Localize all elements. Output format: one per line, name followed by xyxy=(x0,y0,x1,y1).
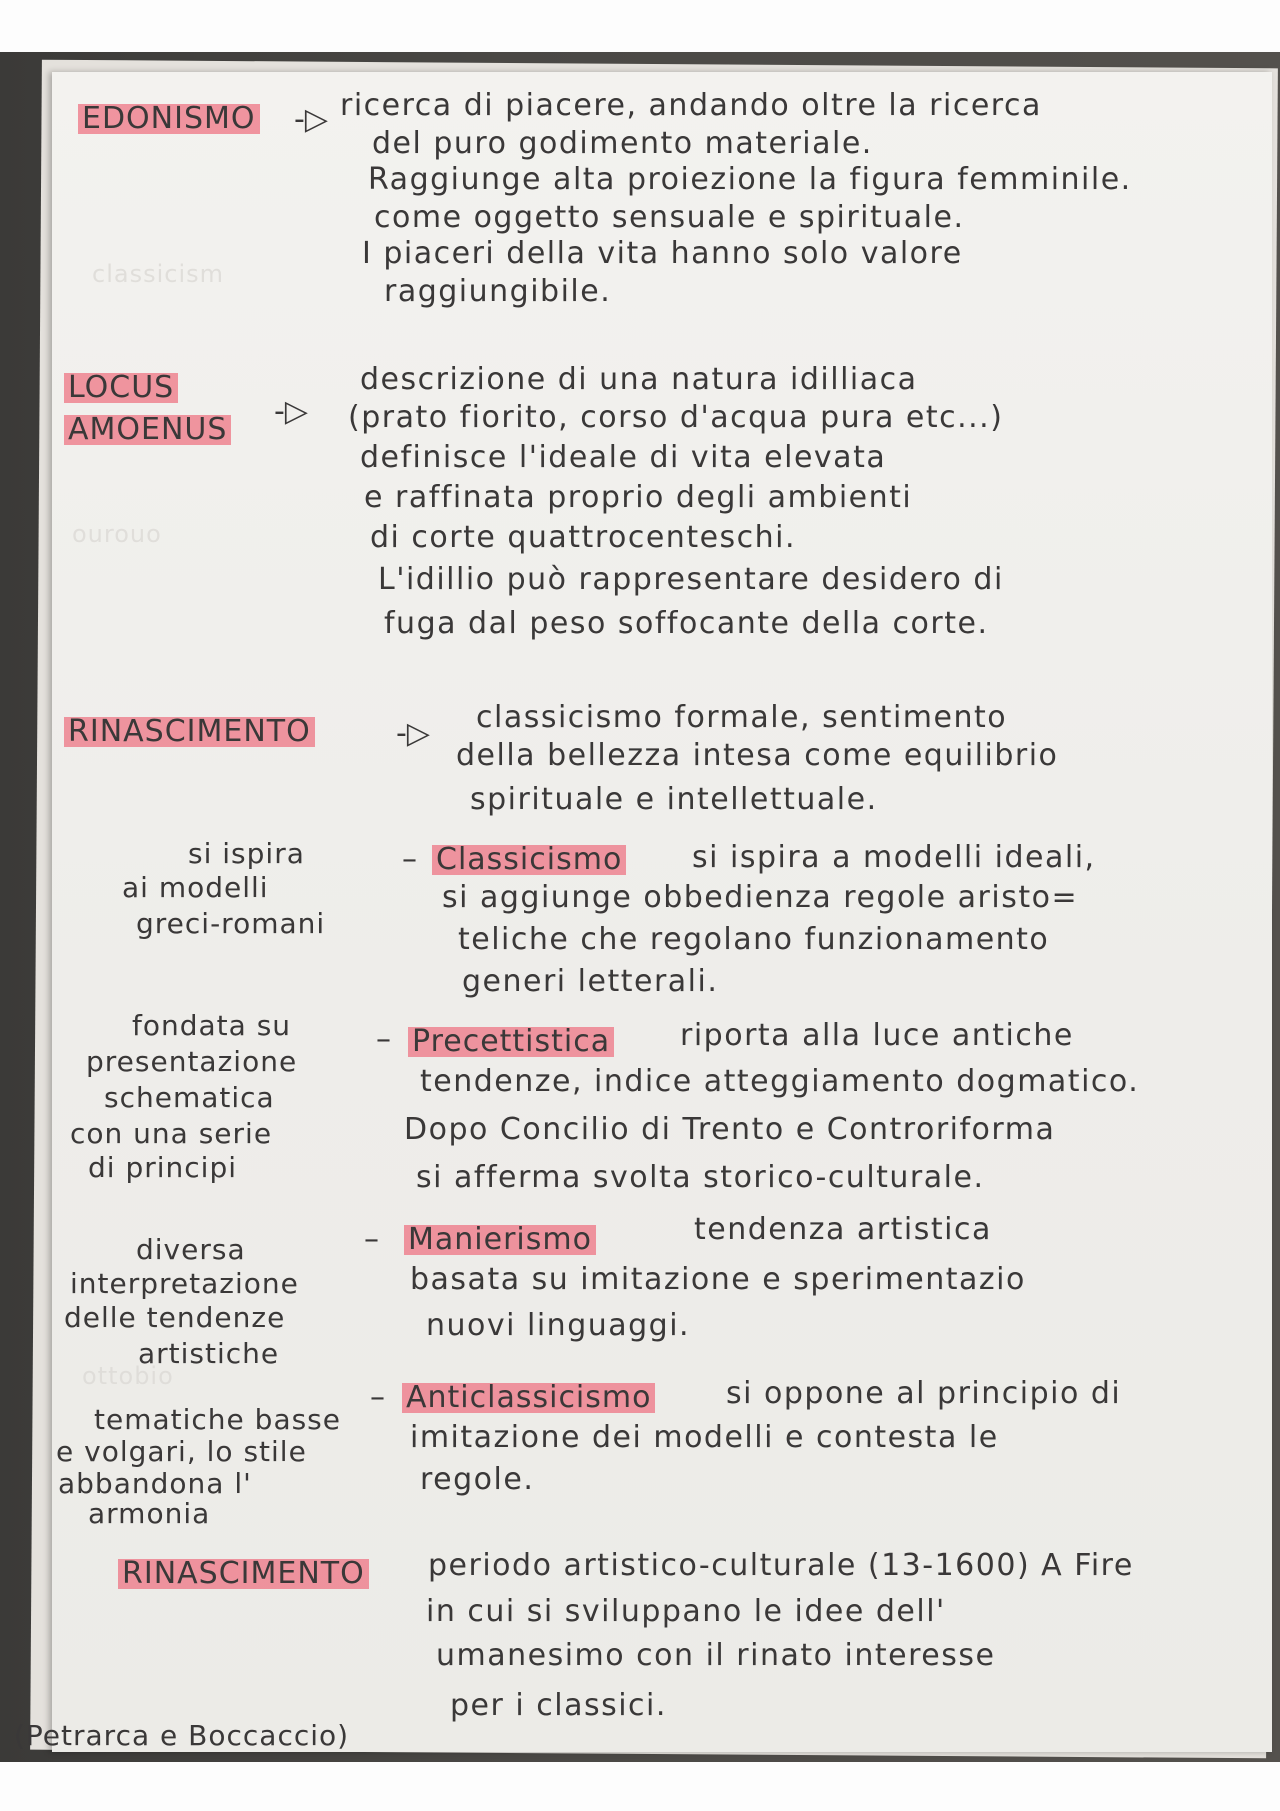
side-note-line: ai modelli xyxy=(122,871,269,904)
arrow-icon: -▷ xyxy=(274,394,308,429)
term-anticlassicismo: Anticlassicismo xyxy=(402,1380,655,1416)
definition-line: del puro godimento materiale. xyxy=(372,126,873,161)
bleed-through-text: ottobio xyxy=(82,1362,174,1390)
definition-line: umanesimo con il rinato interesse xyxy=(436,1638,996,1673)
definition-line: definisce l'ideale di vita elevata xyxy=(360,440,887,475)
definition-line: si aggiunge obbedienza regole aristo= xyxy=(442,880,1079,915)
side-note-line: fondata su xyxy=(132,1009,292,1042)
side-note-line: delle tendenze xyxy=(64,1301,286,1334)
definition-line: (prato fiorito, corso d'acqua pura etc...) xyxy=(348,400,1004,435)
definition-line: spirituale e intellettuale. xyxy=(470,782,878,817)
side-note-line: schematica xyxy=(104,1081,275,1114)
side-note-line: con una serie xyxy=(70,1117,273,1150)
definition-line: nuovi linguaggi. xyxy=(426,1308,691,1343)
definition-line: basata su imitazione e sperimentazio xyxy=(410,1262,1026,1297)
definition-line: tendenze, indice atteggiamento dogmatico. xyxy=(420,1064,1140,1099)
dash-bullet: – xyxy=(370,1380,385,1415)
side-note-line: tematiche basse xyxy=(94,1403,341,1436)
dash-bullet: – xyxy=(402,842,417,877)
definition-line: raggiungibile. xyxy=(384,274,612,309)
side-note-line: e volgari, lo stile xyxy=(56,1435,307,1468)
term-rinascimento: RINASCIMENTO xyxy=(64,714,315,750)
definition-line: e raffinata proprio degli ambienti xyxy=(364,480,913,515)
definition-line: periodo artistico-culturale (13-1600) A Fire xyxy=(428,1548,1134,1583)
side-note-line: interpretazione xyxy=(70,1267,299,1300)
dash-bullet: – xyxy=(364,1222,379,1257)
definition-line: si afferma svolta storico-culturale. xyxy=(416,1160,985,1195)
term-amoenus: AMOENUS xyxy=(64,412,231,448)
side-note-line: presentazione xyxy=(86,1045,298,1078)
definition-line: per i classici. xyxy=(450,1688,667,1723)
term-edonismo: EDONISMO xyxy=(78,101,260,137)
bleed-through-text: ourouo xyxy=(72,520,162,548)
definition-line: L'idillio può rappresentare desidero di xyxy=(378,562,1004,597)
footnote: (Petrarca e Boccaccio) xyxy=(14,1719,350,1752)
definition-line: teliche che regolano funzionamento xyxy=(458,922,1050,957)
arrow-icon: -▷ xyxy=(294,102,328,137)
definition-line: di corte quattrocenteschi. xyxy=(370,520,797,555)
term-precettistica: Precettistica xyxy=(408,1024,614,1060)
side-note-line: armonia xyxy=(88,1497,211,1530)
definition-line: I piaceri della vita hanno solo valore xyxy=(362,236,963,271)
definition-line: fuga dal peso soffocante della corte. xyxy=(384,606,989,641)
definition-line: generi letterali. xyxy=(462,964,719,999)
definition-line: come oggetto sensuale e spirituale. xyxy=(374,200,965,235)
photo-bottom-border xyxy=(0,1762,1280,1811)
arrow-icon: -▷ xyxy=(396,716,430,751)
term-manierismo: Manierismo xyxy=(404,1222,596,1258)
bleed-through-text: classicism xyxy=(92,260,224,288)
side-note-line: di principi xyxy=(88,1151,237,1184)
side-note-line: si ispira xyxy=(188,837,305,870)
definition-line: Dopo Concilio di Trento e Controriforma xyxy=(404,1112,1056,1147)
dash-bullet: – xyxy=(376,1022,391,1057)
definition-line: descrizione di una natura idilliaca xyxy=(360,362,918,397)
term-classicismo: Classicismo xyxy=(432,842,626,878)
definition-line: regole. xyxy=(420,1462,535,1497)
term-rinascimento: RINASCIMENTO xyxy=(118,1556,369,1592)
definition-line: si oppone al principio di xyxy=(726,1376,1122,1411)
definition-line: della bellezza intesa come equilibrio xyxy=(456,738,1059,773)
side-note-line: artistiche xyxy=(138,1337,280,1370)
photo-top-border xyxy=(0,0,1280,52)
side-note-line: greci-romani xyxy=(136,907,326,940)
definition-line: ricerca di piacere, andando oltre la ricerca xyxy=(340,88,1042,123)
definition-line: si ispira a modelli ideali, xyxy=(692,840,1096,875)
side-note-line: diversa xyxy=(136,1233,246,1266)
definition-line: imitazione dei modelli e contesta le xyxy=(410,1420,999,1455)
definition-line: classicismo formale, sentimento xyxy=(476,700,1008,735)
side-note-line: abbandona l' xyxy=(58,1467,252,1500)
term-locus: LOCUS xyxy=(64,370,178,406)
definition-line: tendenza artistica xyxy=(694,1212,992,1247)
definition-line: in cui si sviluppano le idee dell' xyxy=(426,1594,946,1629)
definition-line: Raggiunge alta proiezione la figura femminile. xyxy=(368,162,1132,197)
definition-line: riporta alla luce antiche xyxy=(680,1018,1074,1053)
